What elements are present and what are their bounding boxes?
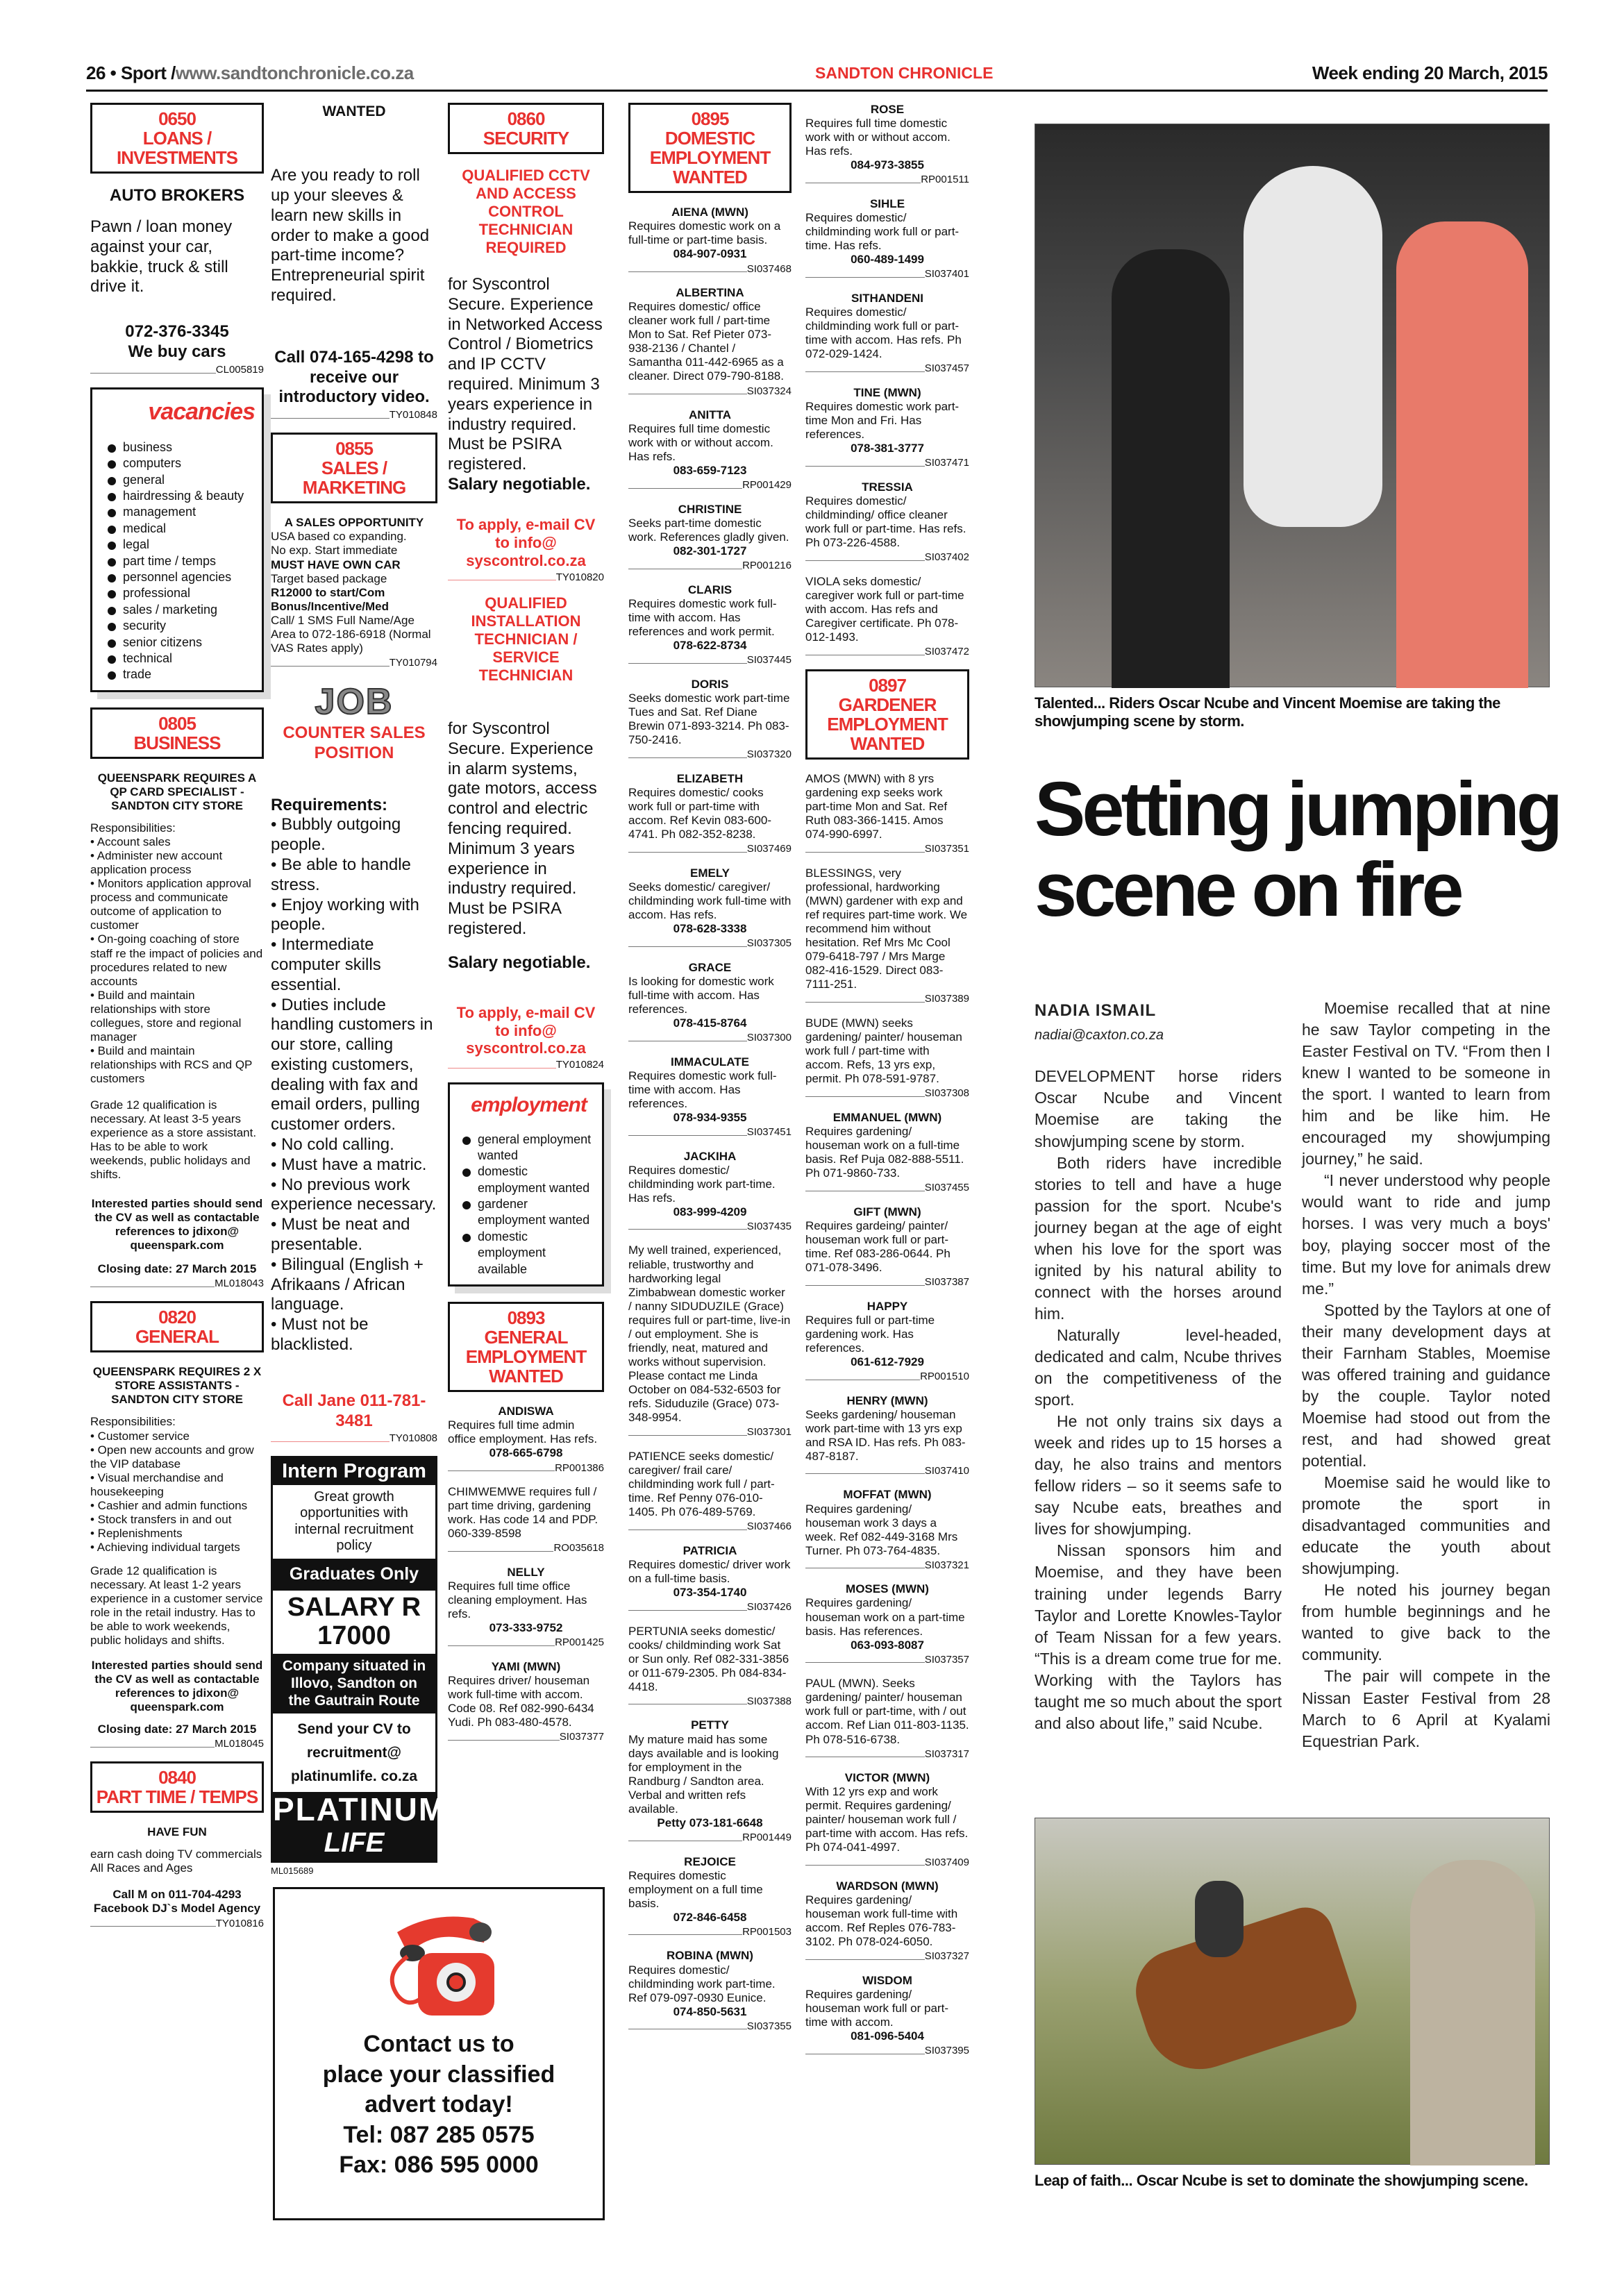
vacancy-category[interactable]: computers [108,455,255,471]
classified-ad: SIHLE Requires domestic/ childminding work full or part-time. Has refs. 060-489-1499 SI037401 [805,196,969,280]
classified-ad: IMMACULATE Requires domestic work full-time with accom. Has references. 078-934-9355 SI037451 [628,1055,792,1138]
classified-ad: ELIZABETH Requires domestic/ cooks work full or part-time with accom. Ref Kevin 083-600-4741. Ph 082-352-8238. SI037469 [628,771,792,855]
ad-ref: CL005819 [90,364,264,376]
rider-figure-left [1112,249,1230,688]
fax-number: Fax: 086 595 0000 [339,2152,539,2179]
classified-ad: TRESSIA Requires domestic/ childminding/ office cleaner work full or part-time. Has refs. Ph 073-226-4588. SI037402 [805,480,969,563]
classified-ad: YAMI (MWN) Requires driver/ houseman work full-time with accom. Code 08. Ref 082-990-6434 Yudi. Ph 083-480-4578. SI037377 [448,1660,604,1743]
classified-ad: EMELY Seeks domestic/ caregiver/ childminding work full-time with accom. Has refs. 078-628-3338 SI037305 [628,866,792,949]
ad-queenspark-store-assistants: QUEENSPARK REQUIRES 2 X STORE ASSISTANTS - SANDTON CITY STORE Responsibilities: • Customer service • Open new accounts and grow the VIP database • Visual merchandise and housekeeping • Cashier and admin functions • Stock transfers in and out • Replenishments • Achieving individual targets Grade 12 qualification is necessary. At least 1-2 years experience in a customer service role in the retail industry. Has to be able to work weekends, public holidays and shifts. Interested parties should send the CV as well as contactable references to jdixon@ queenspark.com Closing date: 27 March 2015 ML018045 [90,1365,264,1750]
classified-ad: DORIS Seeks domestic work part-time Tues and Sat. Ref Diane Brewin 071-893-3214. Ph 083-750-2416. SI037320 [628,677,792,761]
decorative-structure [1410,1860,1535,2165]
rider-figure-right [1396,221,1528,688]
horse-figure [1244,166,1382,527]
ad-ref: ML015689 [271,1865,314,1876]
classified-ad: ANDISWA Requires full time admin office employment. Has refs. 078-665-6798 RP001386 [448,1405,604,1474]
employment-category[interactable]: general employment wanted [462,1132,595,1164]
ad-auto-brokers: AUTO BROKERS Pawn / loan money against your car, bakkie, truck & still drive it. 072-376-3345 We buy cars CL005819 [90,186,264,376]
category-header-loans: 0650 LOANS / INVESTMENTS [90,103,264,174]
classified-ad: MOFFAT (MWN) Requires gardening/ houseman work 3 days a week. Ref 082-449-3168 Mrs Turner. Ph 073-764-4835. SI037321 [805,1488,969,1571]
article-body-left: NADIA ISMAIL nadiai@caxton.co.za DEVELOPMENT horse riders Oscar Ncube and Vincent Moemise are taking the showjumping scene by storm. Both riders have incredible stories to tell and have a huge passion for the sport. Ncube's journey began at the age of eight when his love for the sport was ignited by his natural ability to connect with the horses around him. Naturally level-headed, dedicated and calm, Ncube thrives on the competitiveness of the sport. He not only trains six days a week and rides up to 15 horses a day, he also trains and mentors fellow riders – so it seems safe to say Ncube eats, breathes and lives for showjumping. Nissan sponsors him and Moemise, and they have been training under legends Barry Taylor and Lorette Knowles-Taylor of Team Nissan for a few years. “This is a dream come true for me. Working with the Taylors has taught me so much about the sport and also about life,” said Ncube. [1035,1001,1282,1732]
classifieds-column-5 [805,103,969,2068]
vacancy-category[interactable]: trade [108,667,255,682]
vacancy-category[interactable]: personnel agencies [108,569,255,585]
ad-have-fun: HAVE FUN earn cash doing TV commercials All Races and Ages Call M on 011-704-4293 Facebook DJ`s Model Agency TY010816 [90,1825,264,1929]
category-header-general: 0820 GENERAL [90,1301,264,1352]
classified-ad: HENRY (MWN) Seeks gardening/ houseman work part-time with 13 yrs exp and RSA ID. Has refs. Ph 083-487-8187. SI037410 [805,1393,969,1477]
vacancy-category[interactable]: legal [108,537,255,553]
employment-category[interactable]: domestic employment wanted [462,1164,595,1196]
ad-counter-sales: JOB COUNTER SALES POSITION Requirements: • Bubbly outgoing people. • Be able to handle stress. • Enjoy working with people. • Intermediate computer skills essential. • Duties include handling customers in our store, calling existing customers, dealing with fax and email orders, pulling customer orders. • No cold calling. • Must have a matric. • No previous work experience necessary. • Must be neat and presentable. • Bilingual (English + Afrikaans / African language. • Must not be blacklisted. Call Jane 011-781-3481 TY010808 [271,681,437,1445]
classifieds-column-4 [628,103,792,2043]
vacancy-category[interactable]: medical [108,521,255,537]
ad-wanted: WANTED Are you ready to roll up your sleeves & learn new skills in order to make a good part-time income? Entrepreneurial spirit required. Call 074-165-4298 to receive our introductory video. TY010848 [271,103,437,421]
issue-date: Week ending 20 March, 2015 [1312,62,1548,83]
classified-ad: ANITTA Requires full time domestic work with or without accom. Has refs. 083-659-7123 RP001429 [628,408,792,492]
classified-ad: PERTUNIA seeks domestic/ cooks/ childminding work Sat or Sun only. Ref 082-331-3856 or 011-679-2305. Ph 084-834-4418. SI037388 [628,1624,792,1707]
vacancy-category[interactable]: sales / marketing [108,602,255,618]
apply-email-link[interactable]: To apply, e-mail CV to info@ syscontrol.co.za [456,515,596,569]
classifieds-column-2 [271,103,447,1876]
classified-ad: REJOICE Requires domestic employment on a full time basis. 072-846-6458 RP001503 [628,1854,792,1938]
category-header-part-time: 0840 PART TIME / TEMPS [90,1761,264,1813]
classifieds-column-1 [90,103,264,1941]
vacancy-category[interactable]: general [108,472,255,488]
vacancies-title: vacancies [148,398,255,425]
employment-category[interactable]: gardener employment wanted [462,1196,595,1229]
ad-intern-program: Intern Program Great growth opportunities with internal recruitment policy Graduates Only SALARY R 17000 Company situated in Illovo, Sandton on the Gautrain Route Send your CV to recruitment@ platinumlife. co.za PLATINUM LIFE [271,1456,437,1862]
job-logo-icon: JOB [315,681,394,722]
classified-ad: CLARIS Requires domestic work full-time with accom. Has references and work permit. 078-622-8734 SI037445 [628,583,792,667]
classified-ad: WISDOM Requires gardening/ houseman work full or part-time with accom. 081-096-5404 SI037395 [805,1974,969,2057]
category-header-security: 0860 SECURITY [448,103,604,154]
riders-with-horse-photo [1035,124,1550,687]
classified-ad: PETTY My mature maid has some days available and is looking for employment in the Randburg / Sandton area. Verbal and written refs available. Petty 073-181-6648 RP001449 [628,1718,792,1843]
vacancy-category[interactable]: business [108,439,255,455]
showjumping-photo [1035,1818,1550,2165]
vacancy-category[interactable]: management [108,504,255,520]
classified-ad: HAPPY Requires full or part-time gardening work. Has references. 061-612-7929 RP001510 [805,1299,969,1382]
classified-ad: ALBERTINA Requires domestic/ office cleaner work full / part-time Mon to Sat. Ref Pieter 073-938-2136 / Chantel / Samantha 011-442-6965 as a cleaner. Direct 079-790-8188. SI037324 [628,286,792,397]
classified-ad: VIOLA seks domestic/ caregiver work full or part-time with accom. Has refs and Caregiver certificate. Ph 078-012-1493. SI037472 [805,574,969,657]
page-section-label: 26 • Sport /www.sandtonchronicle.co.za [86,62,414,83]
classified-ad: TINE (MWN) Requires domestic work part-time Mon and Fri. Has references. 078-381-3777 SI037471 [805,385,969,469]
ad-installation-technician: QUALIFIED INSTALLATION TECHNICIAN / SERVICE TECHNICIAN for Syscontrol Secure. Experience in alarm systems, gate motors, access control and electric fencing required. Minimum 3 years experience in industry required. Must be PSIRA registered. Salary negotiable. To apply, e-mail CV to info@ syscontrol.co.za TY010824 [448,594,604,1071]
classified-ad: JACKIHA Requires domestic/ childminding work part-time. Has refs. 083-999-4209 SI037435 [628,1149,792,1232]
vacancy-category[interactable]: senior citizens [108,635,255,651]
category-header-domestic: 0895 DOMESTIC EMPLOYMENT WANTED [628,103,792,193]
classified-ad: PATRICIA Requires domestic/ driver work on a full-time basis. 073-354-1740 SI037426 [628,1543,792,1613]
classified-ad: EMMANUEL (MWN) Requires gardening/ houseman work on a full-time basis. Ref Puja 082-888-5511. Ph 071-9860-733. SI037455 [805,1110,969,1194]
vacancy-category[interactable]: hairdressing & beauty [108,488,255,504]
classified-ad: GIFT (MWN) Requires gardeing/ painter/ houseman work full or part-time. Ref 083-286-0644. Ph 071-078-3496. SI037387 [805,1205,969,1288]
author-byline: NADIA ISMAIL [1035,1001,1157,1020]
masthead [86,62,1548,92]
photo-caption-2: Leap of faith... Oscar Ncube is set to dominate the showjumping scene. [1035,2172,1528,2189]
classified-ad: My well trained, experienced, reliable, trustworthy and hardworking legal Zimbabwean domestic worker / nanny SIDUDUZILE (Grace) requires full or part-time, live-in / out employment. She is friendly, neat, matured and works without supervision. Please contact me Linda October on 084-532-6503 for refs. Siduduzile (Grace) 073-348-9954. SI037301 [628,1243,792,1439]
ad-cctv-technician: QUALIFIED CCTV AND ACCESS CONTROL TECHNICIAN REQUIRED for Syscontrol Secure. Experience in Networked Access Control / Biometrics and IP CCTV required. Minimum 3 years experience in industry required. Must be PSIRA registered. Salary negotiable. To apply, e-mail CV to info@ syscontrol.co.za TY010820 [448,167,604,583]
ad-queenspark-card-specialist: QUEENSPARK REQUIRES A QP CARD SPECIALIST - SANDTON CITY STORE Responsibilities: • Account sales • Administer new account application process • Monitors application approval process and communicate outcome of application to customer • On-going coaching of store staff re the impact of policies and procedures related to new accounts • Build and maintain relationships with store collegues, store and regional manager • Build and maintain relationships with RCS and QP customers Grade 12 qualification is necessary. At least 3-5 years experience as a store assistant. Has to be able to work weekends, public holidays and shifts. Interested parties should send the CV as well as contactable references to jdixon@ queenspark.com Closing date: 27 March 2015 ML018043 [90,771,264,1290]
author-email-link[interactable]: nadiai@caxton.co.za [1035,1028,1164,1044]
employment-index: employment general employment wanted domestic employment wanted gardener employment wanted domestic employment available [448,1082,604,1287]
classified-ad: WARDSON (MWN) Requires gardening/ houseman work full-time with accom. Ref Reples 076-783-3102. Ph 078-024-6050. SI037327 [805,1879,969,1963]
classified-ad: AMOS (MWN) with 8 yrs gardening exp seeks work part-time Mon and Sat. Ref Ruth 083-366-1415. Amos 074-990-6997. SI037351 [805,771,969,855]
classified-ad: NELLY Requires full time office cleaning employment. Has refs. 073-333-9752 RP001425 [448,1566,604,1649]
employment-category[interactable]: domestic employment available [462,1229,595,1277]
vacancies-index [90,387,264,692]
rider-figure [1195,1881,1244,1957]
vacancy-category[interactable]: part time / temps [108,553,255,569]
site-url-link[interactable]: www.sandtonchronicle.co.za [175,62,414,83]
publication-name: SANDTON CHRONICLE [815,64,994,82]
classified-ad: BLESSINGS, very professional, hardworking (MWN) gardener with exp and ref requires part-time work. We recommend him without hesitation. Ref Mrs Mc Cool 079-6418-797 / Mrs Marge 082-416-1529. Direct 083-7111-251. SI037389 [805,866,969,1005]
ad-sales-opportunity: A SALES OPPORTUNITY USA based co expanding. No exp. Start immediate MUST HAVE OWN CAR Target based package R12000 to start/Com Bonus/Incentive/Med Call/ 1 SMS Full Name/Age Area to 072-186-6918 (Normal VAS Rates apply) TY010794 [271,516,437,669]
headline: Setting jumping scene on fire [1035,766,1560,932]
classified-ad: ROSE Requires full time domestic work with or without accom. Has refs. 084-973-3855 RP001511 [805,103,969,186]
classified-contact-ad[interactable]: Contact us to place your classified advert today! Tel: 087 285 0575 Fax: 086 595 0000 [273,1887,605,2220]
classified-ad: PATIENCE seeks domestic/ caregiver/ frail care/ childminding work full / part-time. Ref Penny 076-010-1405. Ph 076-489-5769. SI037466 [628,1449,792,1532]
classified-ad: VICTOR (MWN) With 12 yrs exp and work permit. Requires gardening/ painter/ houseman work full / part-time with accom. Has refs. Ph 074-041-4997. SI037409 [805,1771,969,1868]
category-header-business: 0805 BUSINESS [90,707,264,759]
classified-ad: MOSES (MWN) Requires gardening/ houseman work on a part-time basis. Has references. 063-093-8087 SI037357 [805,1582,969,1666]
telephone-icon [369,1904,508,2022]
classified-ad: ROBINA (MWN) Requires domestic/ childminding work part-time. Ref 079-097-0930 Eunice. 074-850-5631 SI037355 [628,1949,792,2032]
classified-ad: GRACE Is looking for domestic work full-time with accom. Has references. 078-415-8764 SI037300 [628,960,792,1044]
classifieds-column-3 [448,103,604,1754]
vacancies-list [108,439,255,683]
classified-ad: CHRISTINE Seeks part-time domestic work. References gladly given. 082-301-1727 RP001216 [628,503,792,572]
vacancy-category[interactable]: security [108,618,255,634]
horse-figure [1125,1900,1362,2084]
article-body-right: Moemise recalled that at nine he saw Taylor competing in the Easter Festival on TV. “From then I knew I wanted to be someone in the sport. I wanted to learn from him and be like him. He encouraged my showjumping journey,” he said. “I never understood why people would want to ride and jump horses. I was very much a boys' boy, playing soccer most of the time. But my love for animals drew me.” Spotted by the Taylors at one of their many development days at their Farnham Stables, Moemise was offered training and guidance by the couple. Taylor noted Moemise had stood out from the rest, and had showed great potential. Moemise said he would like to promote the sport in disadvantaged communities and educate the youth about showjumping. He noted his journey began from humble beginnings and he wanted to give back to the community. The pair will compete in the Nissan Easter Festival from 28 March to 6 April at Kyalami Equestrian Park. [1302,999,1550,1750]
classified-ad: BUDE (MWN) seeks gardening/ painter/ houseman work full / part-time with accom. Refs, 13 yrs exp, permit. Ph 078-591-9787. SI037308 [805,1016,969,1100]
classified-ad: SITHANDENI Requires domestic/ childminding work full or part-time with accom. Has refs. Ph 072-029-1424. SI037457 [805,291,969,375]
category-header-gardener: 0897 GARDENER EMPLOYMENT WANTED [805,669,969,760]
classified-ad: PAUL (MWN). Seeks gardening/ painter/ houseman work full or part-time, with / out accom. Ref Lian 011-803-1135. Ph 078-516-6738. SI037317 [805,1677,969,1760]
vacancy-category[interactable]: technical [108,651,255,667]
telephone-number[interactable]: Tel: 087 285 0575 [343,2121,535,2148]
photo-caption-1: Talented... Riders Oscar Ncube and Vincent Moemise are taking the showjumping scene by storm. [1035,694,1500,730]
classified-ad: AIENA (MWN) Requires domestic work on a full-time or part-time basis. 084-907-0931 SI037468 [628,206,792,275]
apply-email-link[interactable]: To apply, e-mail CV to info@ syscontrol.co.za [456,1003,596,1057]
category-header-sales-marketing: 0855 SALES / MARKETING [271,433,437,503]
vacancy-category[interactable]: professional [108,585,255,601]
category-header-general-employment: 0893 GENERAL EMPLOYMENT WANTED [448,1302,604,1392]
classified-ad: CHIMWEMWE requires full / part time driving, gardening work. Has code 14 and PDP. 060-339-8598 RO035618 [448,1485,604,1555]
